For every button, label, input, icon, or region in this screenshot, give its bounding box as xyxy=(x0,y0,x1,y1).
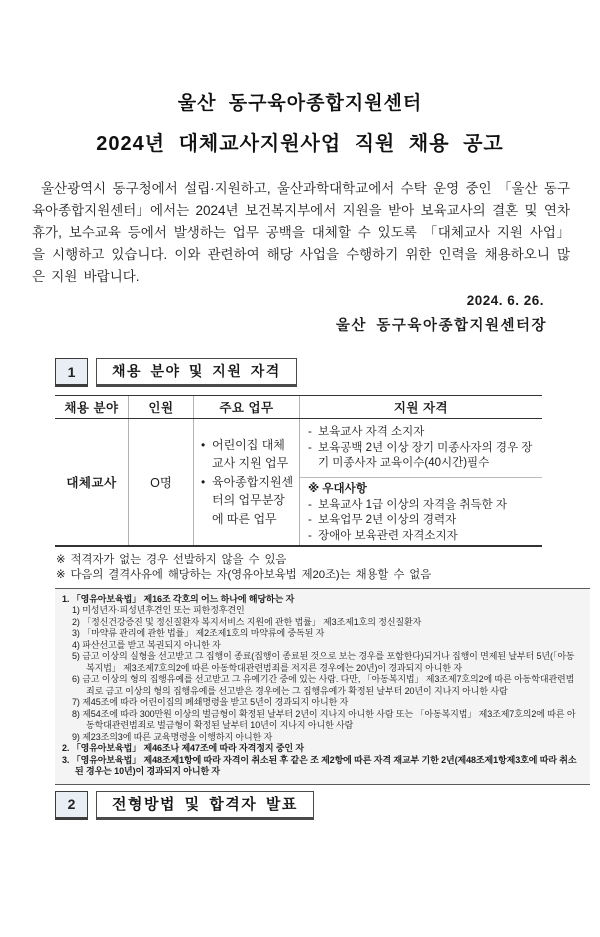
qualification-item: - 보육교사 자격 소지자 xyxy=(306,425,536,441)
qualification-required-block xyxy=(300,419,542,478)
preferred-item: - 보육업무 2년 이상의 경력자 xyxy=(306,513,536,529)
org-title: 울산 동구육아종합지원센터 xyxy=(177,93,423,114)
section-1-number-badge: 1 xyxy=(55,358,88,387)
section-2-number-badge: 2 xyxy=(55,791,88,820)
disqualification-box xyxy=(55,588,590,785)
intro-paragraph: 울산광역시 동구청에서 설립·지원하고, 울산과학대학교에서 수탁 운영 중인 「울산 동구육아종합지원센터」에서는 2024년 보건복지부에서 지원을 받아 보육교사의 결혼 및 연차휴가, 보수교육 등에서 발생하는 업무 공백을 대체할 수 있도록 「대체교사 지원 사업」을 시행하고 있습니다. 이와 관련하여 해당 사업을 수행하기 위한 인력을 채용하오니 많은 지원 바랍니다. xyxy=(32,181,570,284)
law-item: 4) 파산선고를 받고 복권되지 아니한 자 xyxy=(72,639,221,650)
preferred-title: ※ 우대사항 xyxy=(308,483,367,495)
duty-item: • 어린이집 대체교사 지원 업무 xyxy=(200,436,295,473)
law-item: 6) 금고 이상의 형의 집행유예를 선고받고 그 유예기간 중에 있는 사람. 다만, 「아동복지법」 제3조제7호의2에 따른 아동학대관련범죄로 금고 이상의 형의 집행유예를 선고받은 경우에는 그 집행유예가 확정된 날부터 20년이 지나지 아니한 사람 xyxy=(72,674,575,696)
section-2-title: 전형방법 및 합격자 발표 xyxy=(96,791,314,820)
law-item: 9) 제23조의3에 따른 교육명령을 이행하지 아니한 자 xyxy=(72,731,273,742)
preferred-item: - 장애아 보육관련 자격소지자 xyxy=(306,529,536,545)
preferred-item: - 보육교사 1급 이상의 자격을 취득한 자 xyxy=(306,498,536,514)
cell-field: 대체교사 xyxy=(66,476,117,490)
cell-duties xyxy=(193,419,299,545)
qualification-preferred-block xyxy=(300,478,542,544)
law-item: 2) 「정신건강증진 및 정신질환자 복지서비스 지원에 관한 법률」 제3조제1호의 정신질환자 xyxy=(72,616,422,627)
law-item: 1) 미성년자·피성년후견인 또는 피한정후견인 xyxy=(72,605,245,616)
recruit-table-header-row xyxy=(55,396,542,419)
recruit-table xyxy=(55,395,542,547)
section-1-title: 채용 분야 및 지원 자격 xyxy=(96,358,297,387)
announcement-date: 2024. 6. 26. xyxy=(466,293,544,308)
signer-name: 울산 동구육아종합지원센터장 xyxy=(335,318,547,334)
law-heading: 3. 「영유아보육법」 제48조제1항에 따라 자격이 취소된 후 같은 조 제2항에 따른 자격 재교부 기한 2년(제48조제1항제3호에 따라 취소된 경우는 10년)이 경과되지 아니한 자 xyxy=(62,754,577,777)
notice-title: 2024년 대체교사지원사업 직원 채용 공고 xyxy=(96,133,504,155)
section-2-header xyxy=(55,791,600,820)
law-heading: 1. 「영유아보육법」 제16조 각호의 어느 하나에 해당하는 자 xyxy=(62,593,295,604)
table-footnotes xyxy=(56,553,600,583)
footnote: ※ 적격자가 없는 경우 선발하지 않을 수 있음 xyxy=(56,554,287,566)
law-item: 5) 금고 이상의 실형을 선고받고 그 집행이 종료(집행이 종료된 것으로 보는 경우를 포함한다)되거나 집행이 면제된 날부터 5년(「아동복지법」 제3조제7호의2에 따른 아동학대관련범죄를 저지른 경우에는 20년)이 경과되지 아니한 자 xyxy=(72,651,575,673)
law-item: 3) 「마약류 관리에 관한 법률」 제2조제1호의 마약류에 중독된 자 xyxy=(72,628,325,639)
col-header-qualification: 지원 자격 xyxy=(299,396,542,418)
section-1-header xyxy=(55,358,600,387)
col-header-field: 채용 분야 xyxy=(64,401,119,415)
footnote: ※ 다음의 결격사유에 해당하는 자(영유아보육법 제20조)는 채용할 수 없음 xyxy=(56,568,432,581)
law-item: 8) 제54조에 따라 300만원 이상의 벌금형이 확정된 날부터 2년이 지나지 아니한 사람 또는 「아동복지법」 제3조제7호의2에 따른 아동학대관련범죄로 벌금형이 확정된 날부터 10년이 지나지 아니한 사람 xyxy=(72,708,576,731)
col-header-count: 인원 xyxy=(128,396,193,418)
duty-item: • 육아종합지원센터의 업무분장에 따른 업무 xyxy=(200,473,295,529)
col-header-duty: 주요 업무 xyxy=(193,396,299,418)
announcement-document xyxy=(0,88,600,937)
cell-qualifications xyxy=(299,419,542,545)
qualification-item: - 보육공백 2년 이상 장기 미종사자의 경우 장기 미종사자 교육이수(40시간)필수 xyxy=(306,441,536,472)
law-heading: 2. 「영유아보육법」 제46조나 제47조에 따라 자격정지 중인 자 xyxy=(62,743,305,754)
recruit-table-row xyxy=(55,419,542,545)
law-item: 7) 제45조에 따라 어린이집의 폐쇄명령을 받고 5년이 경과되지 아니한 자 xyxy=(72,697,349,708)
cell-count: O명 xyxy=(128,419,193,545)
